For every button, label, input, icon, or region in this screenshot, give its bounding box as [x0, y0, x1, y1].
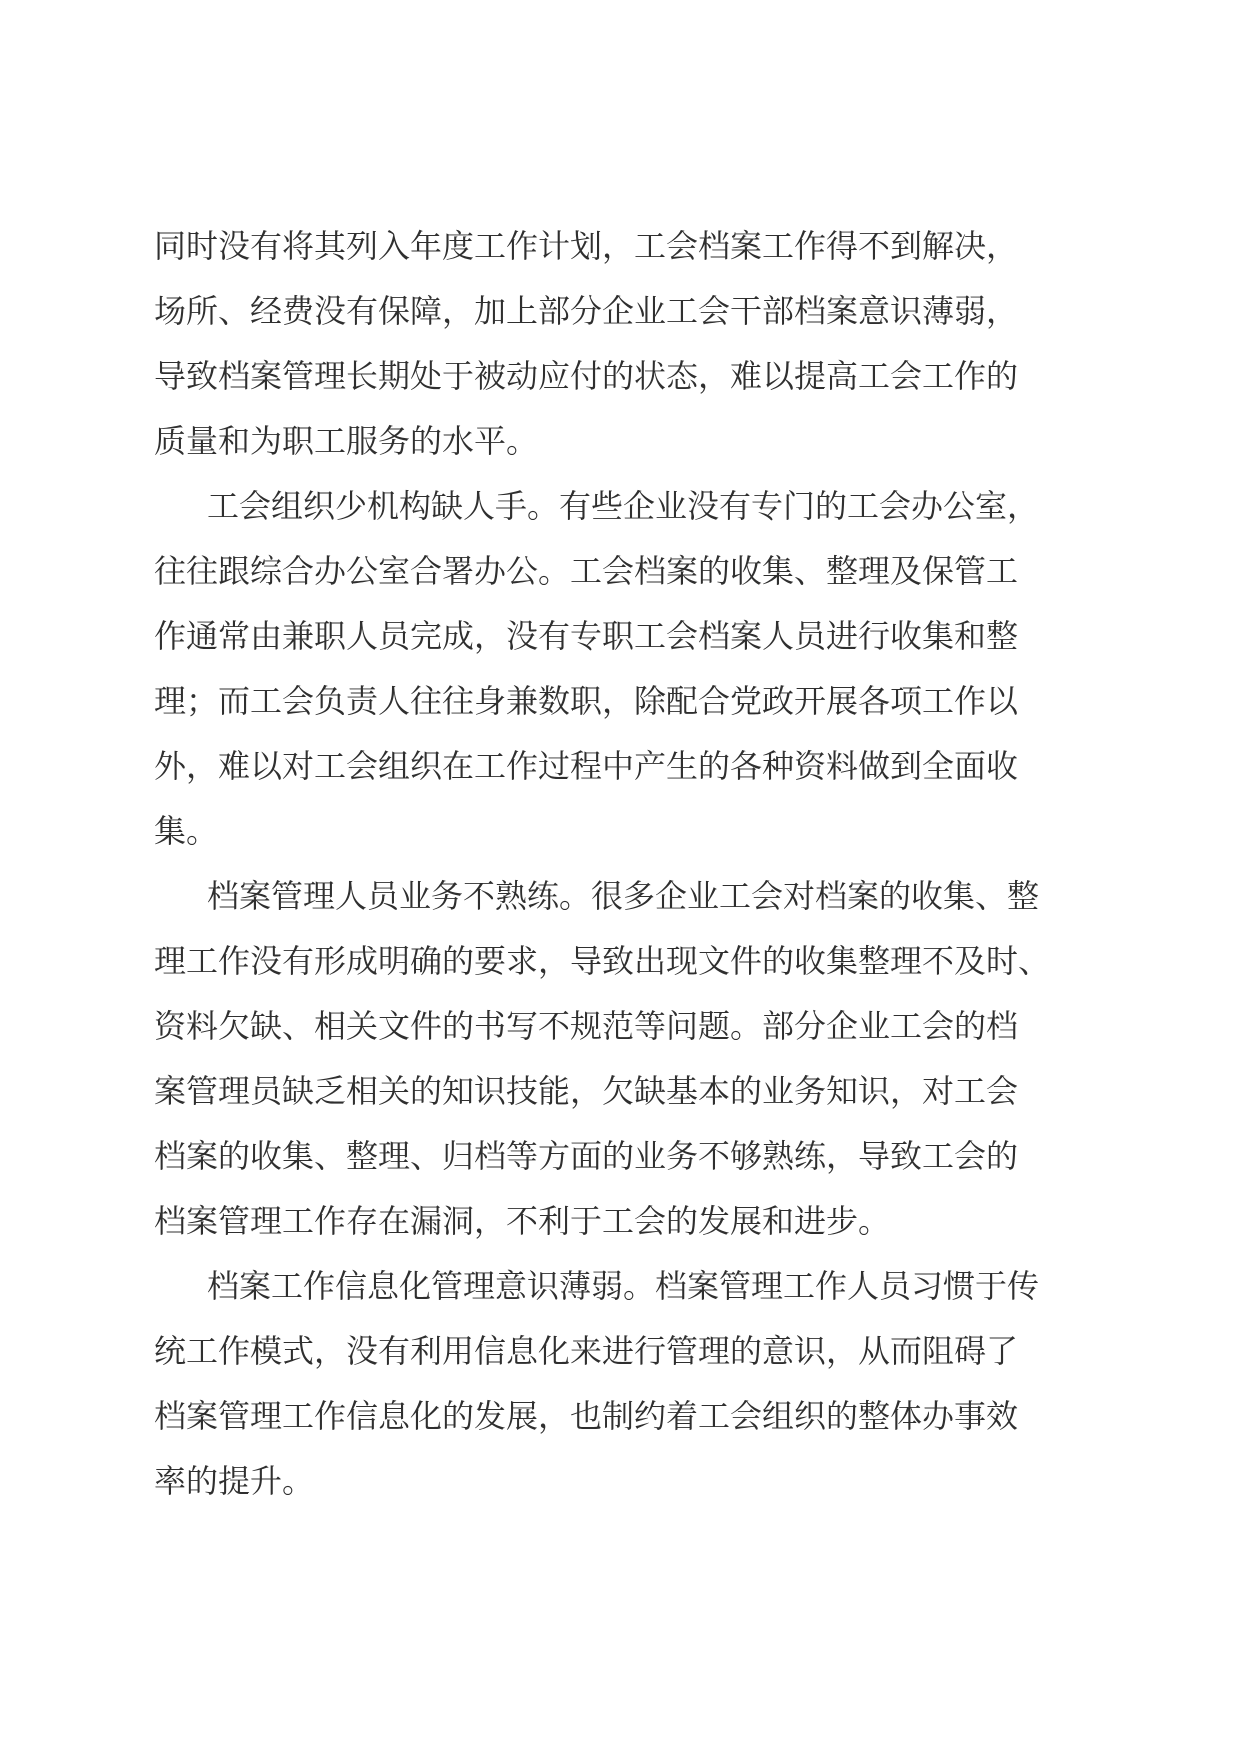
- text-line: 档案管理工作存在漏洞，不利于工会的发展和进步。: [154, 1202, 891, 1240]
- text-line: 同时没有将其列入年度工作计划，工会档案工作得不到解决，: [154, 227, 1019, 265]
- text-line: 往往跟综合办公室合署办公。工会档案的收集、整理及保管工: [154, 552, 1019, 590]
- text-line: 档案的收集、整理、归档等方面的业务不够熟练，导致工会的: [154, 1137, 1019, 1175]
- text-line: 外，难以对工会组织在工作过程中产生的各种资料做到全面收: [154, 747, 1019, 785]
- text-line: 资料欠缺、相关文件的书写不规范等问题。部分企业工会的档: [154, 1007, 1019, 1045]
- text-line: 理工作没有形成明确的要求，导致出现文件的收集整理不及时、: [154, 942, 1051, 980]
- text-line: 作通常由兼职人员完成，没有专职工会档案人员进行收集和整: [154, 617, 1019, 655]
- text-line: 案管理员缺乏相关的知识技能，欠缺基本的业务知识，对工会: [154, 1072, 1019, 1110]
- text-line: 理；而工会负责人往往身兼数职，除配合党政开展各项工作以: [154, 682, 1019, 720]
- text-line: 档案管理工作信息化的发展，也制约着工会组织的整体办事效: [154, 1397, 1019, 1435]
- text-line: 集。: [154, 812, 219, 850]
- text-line: 统工作模式，没有利用信息化来进行管理的意识，从而阻碍了: [154, 1332, 1019, 1370]
- text-line: 场所、经费没有保障，加上部分企业工会干部档案意识薄弱，: [154, 292, 1019, 330]
- paragraph: [154, 864, 1084, 1254]
- paragraph: [154, 214, 1084, 474]
- paragraph: [154, 474, 1084, 864]
- text-line: 档案管理人员业务不熟练。很多企业工会对档案的收集、整: [207, 877, 1040, 915]
- document-body: [154, 214, 1084, 1514]
- text-line: 质量和为职工服务的水平。: [154, 422, 539, 460]
- text-line: 档案工作信息化管理意识薄弱。档案管理工作人员习惯于传: [207, 1267, 1040, 1305]
- text-line: 率的提升。: [154, 1462, 315, 1500]
- text-line: 工会组织少机构缺人手。有些企业没有专门的工会办公室，: [207, 487, 1040, 525]
- paragraph: [154, 1254, 1084, 1514]
- text-line: 导致档案管理长期处于被动应付的状态，难以提高工会工作的: [154, 357, 1019, 395]
